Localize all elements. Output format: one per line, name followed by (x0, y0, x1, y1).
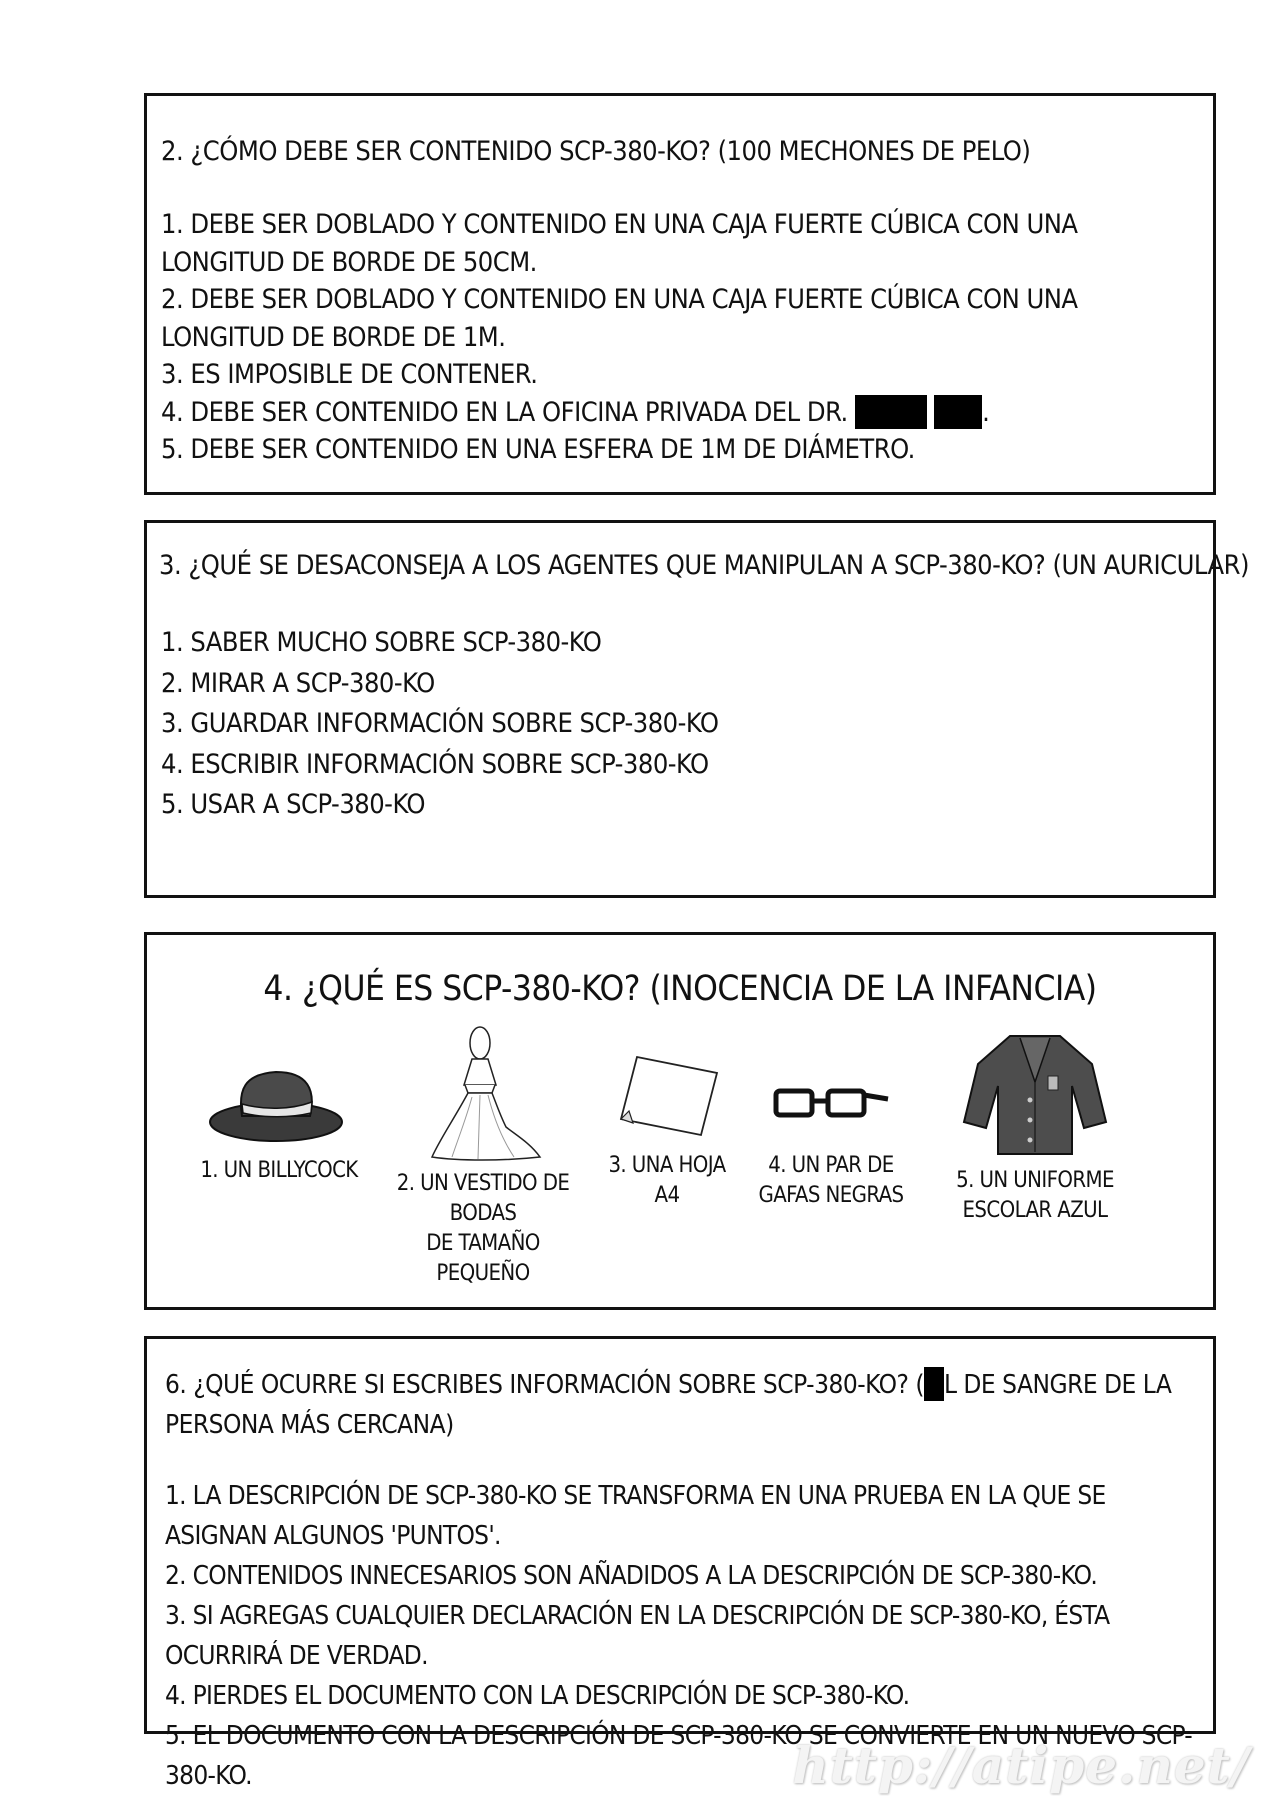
option-4: 4. PIERDES EL DOCUMENTO CON LA DESCRIPCIÓN DE SCP-380-KO. (165, 1681, 910, 1711)
option-item-1 (179, 1060, 379, 1186)
option-3: 3. SI AGREGAS CUALQUIER DECLARACIÓN EN LA DESCRIPCIÓN DE SCP-380-KO, ÉSTA OCURRIRÁ DE VERDAD. (165, 1601, 1110, 1671)
watermark: http://atipe.net/ (792, 1736, 1250, 1795)
question-3-title: 3. ¿QUÉ SE DESACONSEJA A LOS AGENTES QUE MANIPULAN A SCP-380-KO? (UN AURICULAR) (159, 550, 1249, 581)
option-4 (161, 394, 1201, 432)
option-3: 3. ES IMPOSIBLE DE CONTENER. (161, 359, 538, 390)
question-4-title: 4. ¿QUÉ ES SCP-380-KO? (INOCENCIA DE LA INFANCIA) (263, 969, 1097, 1009)
option-1: 1. SABER MUCHO SOBRE SCP-380-KO (161, 627, 602, 658)
question-4-panel (144, 932, 1216, 1310)
option-caption: 2. UN VESTIDO DE BODAS DE TAMAÑO PEQUEÑO (396, 1171, 570, 1286)
option-2: 2. DEBE SER DOBLADO Y CONTENIDO EN UNA CAJA FUERTE CÚBICA CON UNA LONGITUD DE BORDE DE 1M. (161, 284, 1078, 353)
option-4-text: 4. DEBE SER CONTENIDO EN LA OFICINA PRIVADA DEL DR. (161, 396, 848, 428)
option-1: 1. LA DESCRIPCIÓN DE SCP-380-KO SE TRANSFORMA EN UNA PRUEBA EN LA QUE SE ASIGNAN ALGUNOS 'PUNTOS'. (165, 1481, 1106, 1551)
option-item-2 (383, 1023, 583, 1289)
school-uniform-icon (960, 1030, 1110, 1160)
option-5: 5. DEBE SER CONTENIDO EN UNA ESFERA DE 1M DE DIÁMETRO. (161, 434, 915, 465)
redaction-bar (924, 1367, 944, 1401)
option-caption: 3. UNA HOJA A4 (608, 1153, 726, 1208)
option-2: 2. MIRAR A SCP-380-KO (161, 667, 435, 699)
question-6-title-start: 6. ¿QUÉ OCURRE SI ESCRIBES INFORMACIÓN SOBRE SCP-380-KO? ( (165, 1370, 924, 1400)
option-1: 1. DEBE SER DOBLADO Y CONTENIDO EN UNA CAJA FUERTE CÚBICA CON UNA LONGITUD DE BORDE DE 50CM. (161, 209, 1078, 278)
option-3: 3. GUARDAR INFORMACIÓN SOBRE SCP-380-KO (161, 708, 719, 739)
wedding-dress-icon (418, 1023, 548, 1163)
option-caption: 1. UN BILLYCOCK (200, 1158, 358, 1183)
question-3-panel (144, 520, 1249, 898)
option-2: 2. CONTENIDOS INNECESARIOS SON AÑADIDOS A LA DESCRIPCIÓN DE SCP-380-KO. (165, 1561, 1098, 1591)
redaction-bar (934, 395, 982, 429)
question-2-options (161, 206, 1201, 469)
question-6-title (165, 1365, 1200, 1445)
option-caption: 5. UN UNIFORME ESCOLAR AZUL (956, 1168, 1114, 1223)
option-caption: 4. UN PAR DE GAFAS NEGRAS (758, 1153, 904, 1208)
option-4-end: . (982, 396, 990, 428)
glasses-icon (766, 1065, 896, 1145)
question-2-panel (144, 93, 1216, 495)
option-item-4 (731, 1065, 931, 1211)
question-6-title-end: L DE SANGRE DE LA PERSONA MÁS CERCANA) (165, 1370, 1172, 1440)
option-5: 5. USAR A SCP-380-KO (161, 789, 426, 820)
hat-icon (204, 1060, 354, 1150)
question-3-options (161, 623, 1201, 826)
option-4: 4. ESCRIBIR INFORMACIÓN SOBRE SCP-380-KO (161, 748, 709, 780)
paper-sheet-icon (607, 1045, 727, 1145)
question-2-title: 2. ¿CÓMO DEBE SER CONTENIDO SCP-380-KO? (100 MECHONES DE PELO) (161, 136, 1031, 167)
option-item-5 (935, 1030, 1135, 1226)
redaction-bar (855, 395, 927, 429)
option-5: 5. EL DOCUMENTO CON LA DESCRIPCIÓN DE SCP-380-KO SE CONVIERTE EN UN NUEVO SCP-380-KO. (165, 1721, 1193, 1791)
